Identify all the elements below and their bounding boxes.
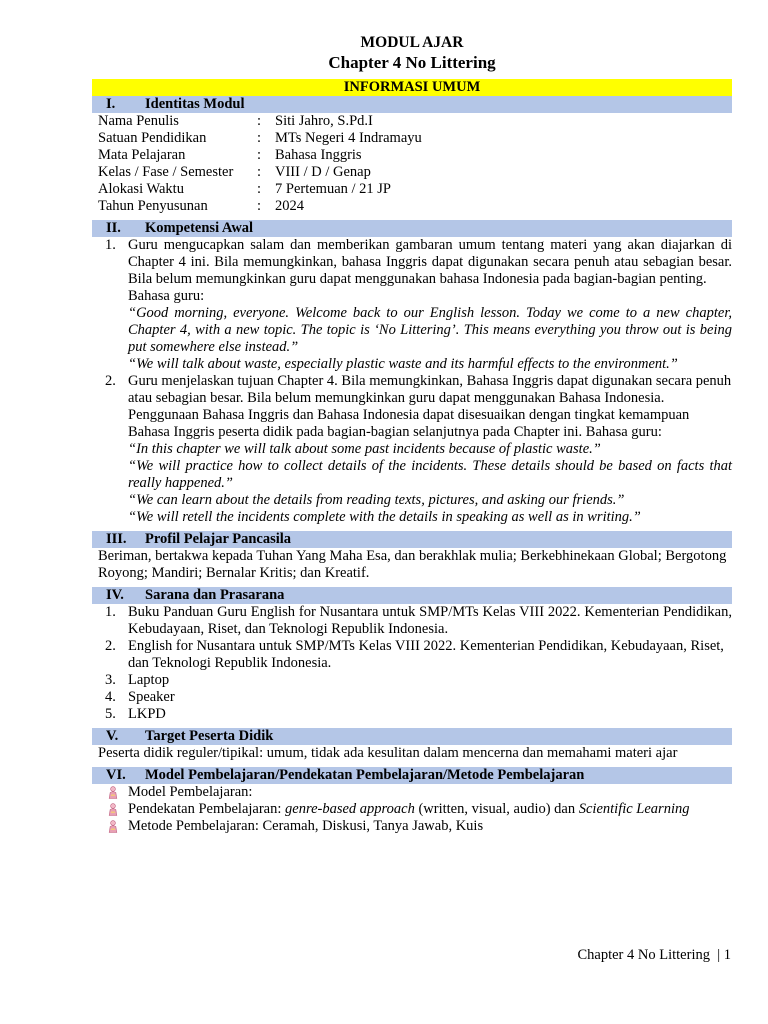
- list-item: [92, 818, 732, 835]
- person-bullet-icon: [108, 803, 118, 816]
- person-bullet-icon: [108, 820, 118, 833]
- target-text: Peserta didik reguler/tipikal: umum, tidak ada kesulitan dalam mencerna dan memahami materi ajar: [98, 745, 678, 761]
- document-title: MODUL AJAR: [360, 34, 464, 51]
- info-colon: :: [257, 181, 262, 197]
- teacher-quote: “Good morning, everyone. Welcome back to our English lesson. Today we come to a new chapter, Chapter 4, with a new topic. The topic is ‘No Littering’. This means everything you throw out is being put somewhere else instead.”: [128, 305, 732, 355]
- section-title: Kompetensi Awal: [145, 220, 254, 236]
- section-number: IV.: [106, 587, 124, 603]
- section-header-model: [92, 767, 732, 784]
- list-text: Buku Panduan Guru English for Nusantara untuk SMP/MTs Kelas VIII 2022. Kementerian Pendidikan, Kebudayaan, Riset, dan Teknologi Republik Indonesia.: [128, 604, 732, 637]
- list-text: Speaker: [128, 689, 175, 705]
- info-umum-banner: INFORMASI UMUM: [92, 79, 732, 96]
- section-header-kompetensi: [92, 220, 732, 237]
- model-text: (written, visual, audio) dan: [414, 801, 579, 817]
- info-row: [92, 147, 732, 164]
- list-text: LKPD: [128, 706, 166, 722]
- kompetensi-text: Guru menjelaskan tujuan Chapter 4. Bila memungkinkan, Bahasa Inggris dapat digunakan secara penuh atau sebagian besar. Bila belum memungkinkan guru dapat menggunakan Bahasa Indonesia. Penggunaan Bahasa Inggris dan Bahasa Indonesia dapat disesuaikan dengan tingkat kemampuan Bahasa Inggris peserta didik pada bagian-bagian selanjutnya pada Chapter ini. Bahasa guru:: [128, 373, 732, 440]
- identitas-table: [92, 113, 732, 215]
- section-number: I.: [106, 96, 116, 112]
- info-value: 2024: [275, 198, 304, 214]
- list-item: [92, 672, 732, 689]
- section-title: Model Pembelajaran/Pendekatan Pembelajaran/Metode Pembelajaran: [145, 767, 585, 783]
- profil-text: Beriman, bertakwa kepada Tuhan Yang Maha Esa, dan berakhlak mulia; Berkebhinekaan Global; Bergotong Royong; Mandiri; Bernalar Kritis; dan Kreatif.: [98, 548, 727, 581]
- list-number: 1.: [105, 237, 116, 253]
- section-header-sarana: [92, 587, 732, 604]
- list-item: [92, 801, 732, 818]
- kompetensi-text: Guru mengucapkan salam dan memberikan gambaran umum tentang materi yang akan diajarkan di Chapter 4 ini. Bila memungkinkan, bahasa Inggris dapat digunakan secara penuh atau sebagian besar. Bila belum memungkinkan guru dapat menggunakan bahasa Indonesia pada bagian-bagian penting.: [128, 237, 732, 287]
- info-value: Bahasa Inggris: [275, 147, 362, 163]
- list-item: [92, 706, 732, 723]
- kompetensi-list: [92, 237, 732, 526]
- info-value: 7 Pertemuan / 21 JP: [275, 181, 391, 197]
- section-number: V.: [106, 728, 119, 744]
- info-colon: :: [257, 147, 262, 163]
- teacher-quote: “We can learn about the details from reading texts, pictures, and asking our friends.”: [128, 492, 625, 508]
- list-item: [92, 689, 732, 706]
- document-subtitle: Chapter 4 No Littering: [328, 53, 496, 72]
- info-row: [92, 130, 732, 147]
- info-label: Alokasi Waktu: [98, 181, 184, 197]
- info-label: Mata Pelajaran: [98, 147, 186, 163]
- list-item: [92, 373, 732, 526]
- list-number: 2.: [105, 373, 116, 389]
- info-row: [92, 181, 732, 198]
- list-item: [92, 638, 732, 672]
- document-page: [92, 32, 732, 835]
- info-row: [92, 113, 732, 130]
- list-text: English for Nusantara untuk SMP/MTs Kelas VIII 2022. Kementerian Pendidikan, Kebudayaan, Riset, dan Teknologi Republik Indonesia.: [128, 638, 724, 671]
- list-number: 3.: [105, 672, 116, 688]
- list-item: [92, 784, 732, 801]
- info-value: MTs Negeri 4 Indramayu: [275, 130, 422, 146]
- list-number: 2.: [105, 638, 116, 654]
- section-title: Profil Pelajar Pancasila: [145, 531, 292, 547]
- page-footer: Chapter 4 No Littering | 1: [577, 947, 731, 963]
- info-label: Tahun Penyusunan: [98, 198, 208, 214]
- info-value: VIII / D / Genap: [275, 164, 371, 180]
- teacher-quote: “We will retell the incidents complete with the details in speaking as well as in writing.”: [128, 509, 641, 525]
- list-item: [92, 237, 732, 373]
- list-number: 5.: [105, 706, 116, 722]
- section-header-identitas: [92, 96, 732, 113]
- info-value: Siti Jahro, S.Pd.I: [275, 113, 373, 129]
- model-text-italic: Scientific Learning: [578, 801, 690, 817]
- section-header-profil: [92, 531, 732, 548]
- model-text: Model Pembelajaran:: [128, 784, 253, 800]
- list-text: Laptop: [128, 672, 170, 688]
- section-header-target: [92, 728, 732, 745]
- info-label: Satuan Pendidikan: [98, 130, 207, 146]
- section-number: III.: [106, 531, 127, 547]
- person-bullet-icon: [108, 786, 118, 799]
- section-number: II.: [106, 220, 121, 236]
- model-text: Pendekatan Pembelajaran:: [128, 801, 286, 817]
- model-text: Metode Pembelajaran: Ceramah, Diskusi, Tanya Jawab, Kuis: [128, 818, 484, 834]
- info-label: Nama Penulis: [98, 113, 179, 129]
- info-row: [92, 164, 732, 181]
- model-text-italic: genre-based approach: [285, 801, 415, 817]
- info-colon: :: [257, 113, 262, 129]
- teacher-quote: “We will talk about waste, especially plastic waste and its harmful effects to the environment.”: [128, 356, 678, 372]
- bahasa-guru-label: Bahasa guru:: [128, 288, 205, 304]
- section-title: Identitas Modul: [145, 96, 245, 112]
- teacher-quote: “We will practice how to collect details of the incidents. These details should be based on facts that really happened.”: [128, 458, 732, 491]
- list-item: [92, 604, 732, 638]
- teacher-quote: “In this chapter we will talk about some past incidents because of plastic waste.”: [128, 441, 601, 457]
- sarana-list: [92, 604, 732, 723]
- list-number: 4.: [105, 689, 116, 705]
- section-number: VI.: [106, 767, 126, 783]
- info-colon: :: [257, 198, 262, 214]
- info-row: [92, 198, 732, 215]
- info-label: Kelas / Fase / Semester: [98, 164, 234, 180]
- section-title: Target Peserta Didik: [145, 728, 274, 744]
- info-colon: :: [257, 130, 262, 146]
- info-colon: :: [257, 164, 262, 180]
- list-number: 1.: [105, 604, 116, 620]
- model-list: [92, 784, 732, 835]
- section-title: Sarana dan Prasarana: [145, 587, 285, 603]
